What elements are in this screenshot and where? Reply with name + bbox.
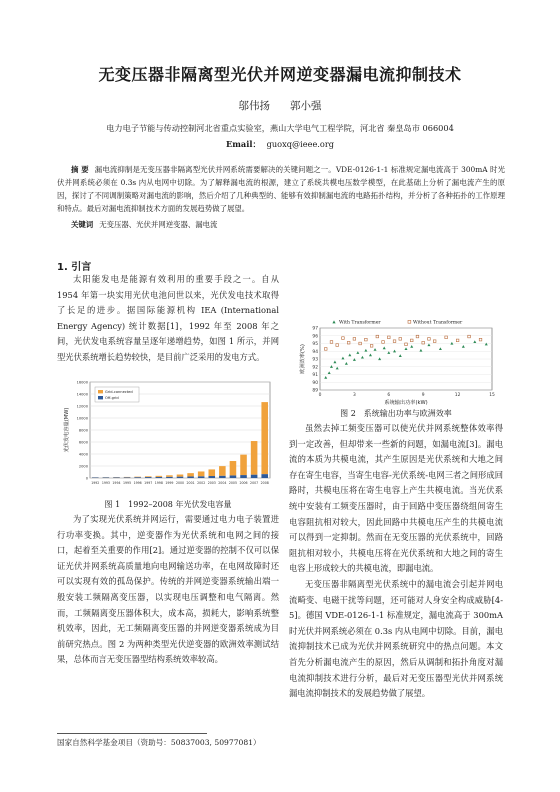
x-tick-label: 2008 [260, 481, 269, 485]
x-tick-label: 1992 [91, 481, 100, 485]
x-axis-label: 系统输出功率(kW) [384, 400, 428, 406]
legend-marker-without-transformer [408, 320, 411, 323]
y-tick-label: 97 [312, 326, 318, 332]
left-paragraph-1: 太阳能发电是能源有效利用的重要手段之一。自从 1954 年第一块实用光伏电池问世以来，光伏发电技术取得了长足的进步。据国际能源机构 IEA (International Energy Agency) 统计数据[1]，1992 年至 2008 年之间，光伏发电系统容量呈逐年递增趋势，如图 1 所示，并网型光伏系统增长趋势较快，是目前广泛采用的发电方式。 [57, 274, 279, 362]
bar-off-grid [177, 477, 184, 478]
x-tick-label: 12 [454, 393, 461, 398]
keywords-label: 关键词 [71, 220, 94, 229]
affiliation: 电力电子节能与传动控制河北省重点实验室，燕山大学电气工程学院，河北省 秦皇岛市 066004 [106, 123, 454, 133]
y-axis-label: 欧洲效率(%) [300, 344, 306, 374]
figure-2-caption: 图 2 系统输出功率与欧洲效率 [340, 409, 452, 418]
legend-label: Without Transformer [413, 320, 463, 326]
y-tick-label: 6000 [78, 440, 88, 445]
authors [0, 98, 560, 113]
x-tick-label: 1995 [122, 481, 132, 485]
y-tick-label: 90 [312, 380, 318, 386]
bar-off-grid [230, 475, 237, 478]
footnote: 国家自然科学基金项目（资助号：50837003, 50977081） [57, 738, 261, 747]
bar-off-grid [156, 477, 163, 478]
x-tick-label: 1998 [154, 481, 163, 485]
bar-off-grid [240, 475, 247, 478]
y-tick-label: 12000 [76, 404, 88, 409]
x-tick-label: 3 [353, 393, 356, 398]
footnote-divider [57, 733, 207, 734]
y-tick-label: 92 [312, 365, 318, 371]
email-label: Email： [226, 139, 261, 149]
y-tick-label: 96 [312, 334, 318, 340]
x-tick-label: 1997 [144, 481, 153, 485]
bar-chart [60, 376, 278, 496]
x-tick-label: 6 [387, 393, 391, 398]
abstract-text: 漏电流抑制是无变压器非隔离型光伏并网系统需要解决的关键问题之一。VDE-0126-1-1 标准规定漏电流高于 300mA 时光伏并网系统必须在 0.3s 内从电网中切除。为了解释漏电流的根源，建立了系统共模电压数学模型，在此基础上分析了漏电流产生的原因，探讨了不同调制策略对漏电流的影响，然后介绍了几种典型的、能够有效抑制漏电流的电路拓扑结构，并分析了各种拓扑的工作原理和特点。最后对漏电流抑制技术方面的发展趋势做了展望。 [57, 165, 505, 213]
bar-off-grid [219, 476, 226, 478]
bar-grid-connected [230, 461, 237, 475]
y-axis-label: 光伏发电容量(MW) [64, 407, 70, 453]
legend-label: Off-grid [105, 396, 119, 400]
x-tick-label: 2002 [197, 481, 206, 485]
legend-swatch [98, 396, 103, 399]
x-tick-label: 2006 [239, 481, 248, 485]
x-tick-label: 1994 [112, 481, 121, 485]
x-tick-label: 1993 [101, 481, 110, 485]
x-tick-label: 0 [318, 393, 322, 398]
x-tick-label: 9 [421, 393, 425, 398]
y-tick-label: 10000 [76, 416, 88, 421]
right-paragraph-1: 虽然去掉工频变压器可以使光伏并网系统整体效率得到一定改善，但却带来一些新的问题，如漏电流[3]。漏电流的本质为共模电流，其产生原因是光伏系统和大地之间存在寄生电容，当寄生电容-光伏系统-电网三者之间形成回路时，共模电压将在寄生电容上产生共模电流。当光伏系统中安装有工频变压器时，由于回路中变压器绕组间寄生电容阻抗相对较大，因此回路中共模电压产生的共模电流可以得到一定抑制。然而在无变压器的光伏系统中，回路阻抗相对较小，共模电压将在光伏系统和大地之间的寄生电容上形成较大的共模电流，即漏电流。 [289, 423, 503, 574]
bar-off-grid [145, 477, 152, 478]
bar-grid-connected [219, 466, 226, 476]
figure-2 [298, 316, 498, 406]
email-line [0, 139, 560, 150]
bar-grid-connected [156, 476, 163, 477]
bar-off-grid [166, 477, 173, 478]
y-tick-label: 95 [312, 342, 318, 348]
x-tick-label: 2007 [250, 481, 259, 485]
section-heading: 1. 引言 [57, 262, 92, 273]
y-tick-label: 93 [312, 357, 318, 363]
bar-off-grid [92, 477, 99, 478]
bar-grid-connected [208, 469, 215, 476]
email-address: guoxq@ieee.org [266, 139, 334, 149]
keywords-text: 无变压器、光伏并网逆变器、漏电流 [99, 220, 218, 229]
left-paragraph-2: 为了实现光伏系统并网运行，需要通过电力电子装置进行功率变换。其中，逆变器作为光伏系统和电网之间的接口，起着至关重要的作用[2]。通过逆变器的控制不仅可以保证光伏并网系统高质量地向电网输送功率，在电网故障时还可以实现有效的孤岛保护。传统的并网逆变器系统输出端一般安装工频隔离变压器，以实现电压调整和电气隔离。然而，工频隔离变压器体积大，成本高，损耗大，影响系统整机效率，因此，无工频隔离变压器的并网逆变器系统成为目前研究热点。图 2 为两种类型光伏逆变器的欧洲效率测试结果，总体而言无变压器型结构系统效率较高。 [57, 514, 279, 665]
bar-grid-connected [187, 473, 194, 476]
x-tick-label: 2000 [175, 481, 185, 485]
abstract-label: 摘 要 [71, 165, 89, 174]
bar-off-grid [251, 475, 258, 478]
bar-grid-connected [145, 476, 152, 477]
bar-grid-connected [261, 402, 268, 474]
bar-off-grid [103, 477, 110, 478]
bar-grid-connected [251, 441, 258, 475]
bar-grid-connected [240, 455, 247, 475]
y-tick-label: 94 [312, 349, 318, 355]
bar-grid-connected [166, 475, 173, 477]
y-tick-label: 14000 [76, 392, 88, 397]
bar-grid-connected [198, 471, 205, 476]
y-tick-label: 16000 [76, 380, 88, 385]
bar-off-grid [198, 476, 205, 478]
left-column-bottom [57, 512, 279, 668]
legend-marker-with-transformer [332, 320, 335, 323]
figure-1-caption: 图 1 1992–2008 年光伏发电容量 [104, 500, 232, 509]
y-tick-label: 89 [312, 388, 318, 394]
y-tick-label: 0 [85, 476, 88, 481]
abstract [57, 163, 505, 215]
left-column-top [57, 272, 279, 366]
y-tick-label: 2000 [78, 464, 88, 469]
x-tick-label: 2001 [186, 481, 195, 485]
keywords [71, 219, 217, 230]
bar-off-grid [113, 477, 120, 478]
legend-swatch [98, 390, 103, 393]
y-tick-label: 91 [312, 373, 318, 379]
x-tick-label: 2005 [228, 481, 238, 485]
bar-off-grid [187, 476, 194, 478]
bar-grid-connected [177, 475, 184, 477]
y-tick-label: 8000 [78, 428, 88, 433]
bar-off-grid [261, 474, 268, 478]
x-tick-label: 2003 [207, 481, 216, 485]
bar-off-grid [208, 476, 215, 478]
author-2: 郭小强 [290, 100, 322, 112]
author-1: 邬伟扬 [238, 100, 270, 112]
legend-label: With Transformer [339, 320, 381, 326]
y-tick-label: 4000 [78, 452, 88, 457]
x-tick-label: 2004 [218, 481, 227, 485]
figure-1 [60, 376, 278, 496]
x-tick-label: 1996 [133, 481, 142, 485]
right-paragraph-2: 无变压器非隔离型光伏系统中的漏电流会引起并网电流畸变、电磁干扰等问题，还可能对人身安全构成威胁[4-5]。德国 VDE-0126-1-1 标准规定，漏电流高于 300mA 时光伏并网系统必须在 0.3s 内从电网中切除。目前，漏电流抑制技术已成为光伏并网系统研究中的热点问题。本文首先分析漏电流产生的原因，然后从调制和拓扑角度对漏电流抑制技术进行分析，最后对无变压器型光伏并网系统漏电流抑制技术的发展趋势做了展望。 [289, 578, 503, 699]
bar-off-grid [124, 477, 131, 478]
x-tick-label: 15 [489, 393, 495, 398]
scatter-chart [298, 316, 498, 406]
legend-label: Grid-connected [105, 390, 133, 394]
right-column [289, 421, 503, 702]
x-tick-label: 1999 [165, 481, 174, 485]
bar-off-grid [134, 477, 141, 478]
paper-title: 无变压器非隔离型光伏并网逆变器漏电流抑制技术 [98, 65, 462, 84]
